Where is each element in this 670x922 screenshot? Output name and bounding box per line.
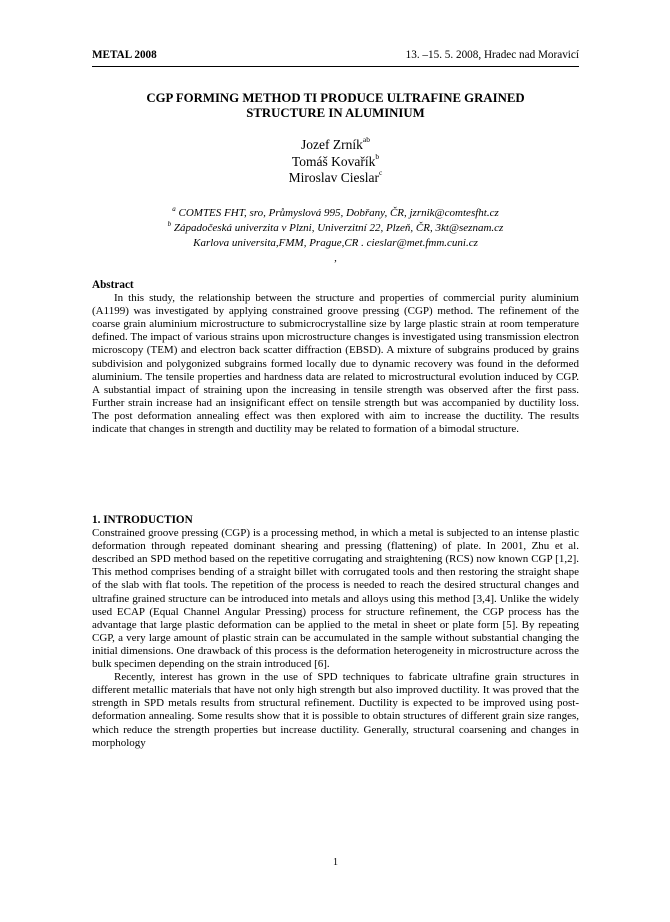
affiliation: $^b$ Západočeská univerzita v Plzni, Univerzitní 22, Plzeň, ČR, 3kt@seznam.cz: [167, 220, 504, 234]
affiliation: $^a$ COMTES FHT, sro, Průmyslová 995, Dobřany, ČR, jzrnik@comtesfht.cz: [172, 205, 499, 219]
author: Jozef Zrník$^{ab}$: [301, 135, 370, 152]
introduction-paragraph-2: Recently, interest has grown in the use of SPD techniques to fabricate ultrafine grain structures in different metallic materials that have not only high strength but also improved ductility. It was proved that the strength in SPD metals results from structural refinement. Ductility is expected to be improved using post-deformation annealing. Some results show that it is possible to obtain structures of different grain size ranges, which reduce the strength properties but increase ductility. Generally, structural coarsening and changes in morphology: [92, 671, 579, 749]
author: Tomáš Kovařík$^b$: [291, 151, 380, 169]
affiliations: [92, 206, 579, 266]
page-number: 1: [333, 857, 338, 868]
introduction-section: [92, 514, 579, 750]
author: Miroslav Cieslar$^c$: [288, 168, 383, 185]
author-list: [92, 137, 579, 187]
introduction-heading: 1. INTRODUCTION: [92, 514, 193, 526]
title-line-2: STRUCTURE IN ALUMINIUM: [246, 105, 425, 120]
affiliation: Karlova universita,FMM, Prague,CR . cieslar@met.fmm.cuni.cz: [193, 237, 478, 249]
affiliation: ,: [334, 252, 337, 264]
abstract-text: In this study, the relationship between the structure and properties of commercial purity aluminium (A1199) was investigated by applying constrained groove pressing (CGP) method. The refinement of the coarse grain aluminium microstructure to submicrocrystalline size by large plastic strain at room temperature defined. The impact of various strains upon microstructure changes is investigated using transmission electron microscopy (TEM) and electron back scatter diffraction (EBSD). A mixture of subgrains produced by grains subdivision and polygonized subgrains formed locally due to dynamic recovery was found in the deformed aluminium. The tensile properties and hardness data are related to microstructural evolution induced by CGP. A substantial impact of straining upon the increasing in tensile strength was observed after the first pass. Further strain increase had an insignificant effect on tensile strength but was accompanied by ductility loss. The post deformation annealing effect was then explored with aim to increase the ductility. The results indicate that changes in strength and ductility may be related to formation of a bimodal structure.: [92, 292, 579, 436]
abstract-heading: Abstract: [92, 279, 134, 291]
abstract-section: [92, 279, 579, 436]
conference-name: METAL 2008: [92, 49, 157, 61]
title-line-1: CGP FORMING METHOD TI PRODUCE ULTRAFINE GRAINED: [146, 91, 525, 105]
paper-title: [92, 91, 579, 120]
introduction-paragraph-1: Constrained groove pressing (CGP) is a processing method, in which a metal is subjected to an intense plastic deformation through repeated dominant shearing and pressing (flattening) of plate. In 2001, Zhu et al. described an SPD method based on the repetitive corrugating and straightening (RCS) now known CGP [1,2]. This method comprises bending of a straight billet with corrugated tools and then restoring the straight shape of the slab with flat tools. The repetition of the process is needed to reach the desired structural changes and ultrafine grained structure can be introduced into metals and alloys using this method [3,4]. Unlike the widely used ECAP (Equal Channel Angular Pressing) process for structure refinement, the CGP process has the advantage that large plastic deformation can be applied to the metal in sheet or plate form [5]. By repeating CGP, a very large amount of plastic strain can be accumulated in the sample without substantial changing the initial dimensions. One drawback of this process is the deformation heterogeneity in microstructure across the bulk specimen depending on the strain introduced [6].: [92, 527, 579, 671]
conference-date-place: 13. –15. 5. 2008, Hradec nad Moravicí: [405, 49, 579, 61]
header-rule: [92, 66, 579, 67]
